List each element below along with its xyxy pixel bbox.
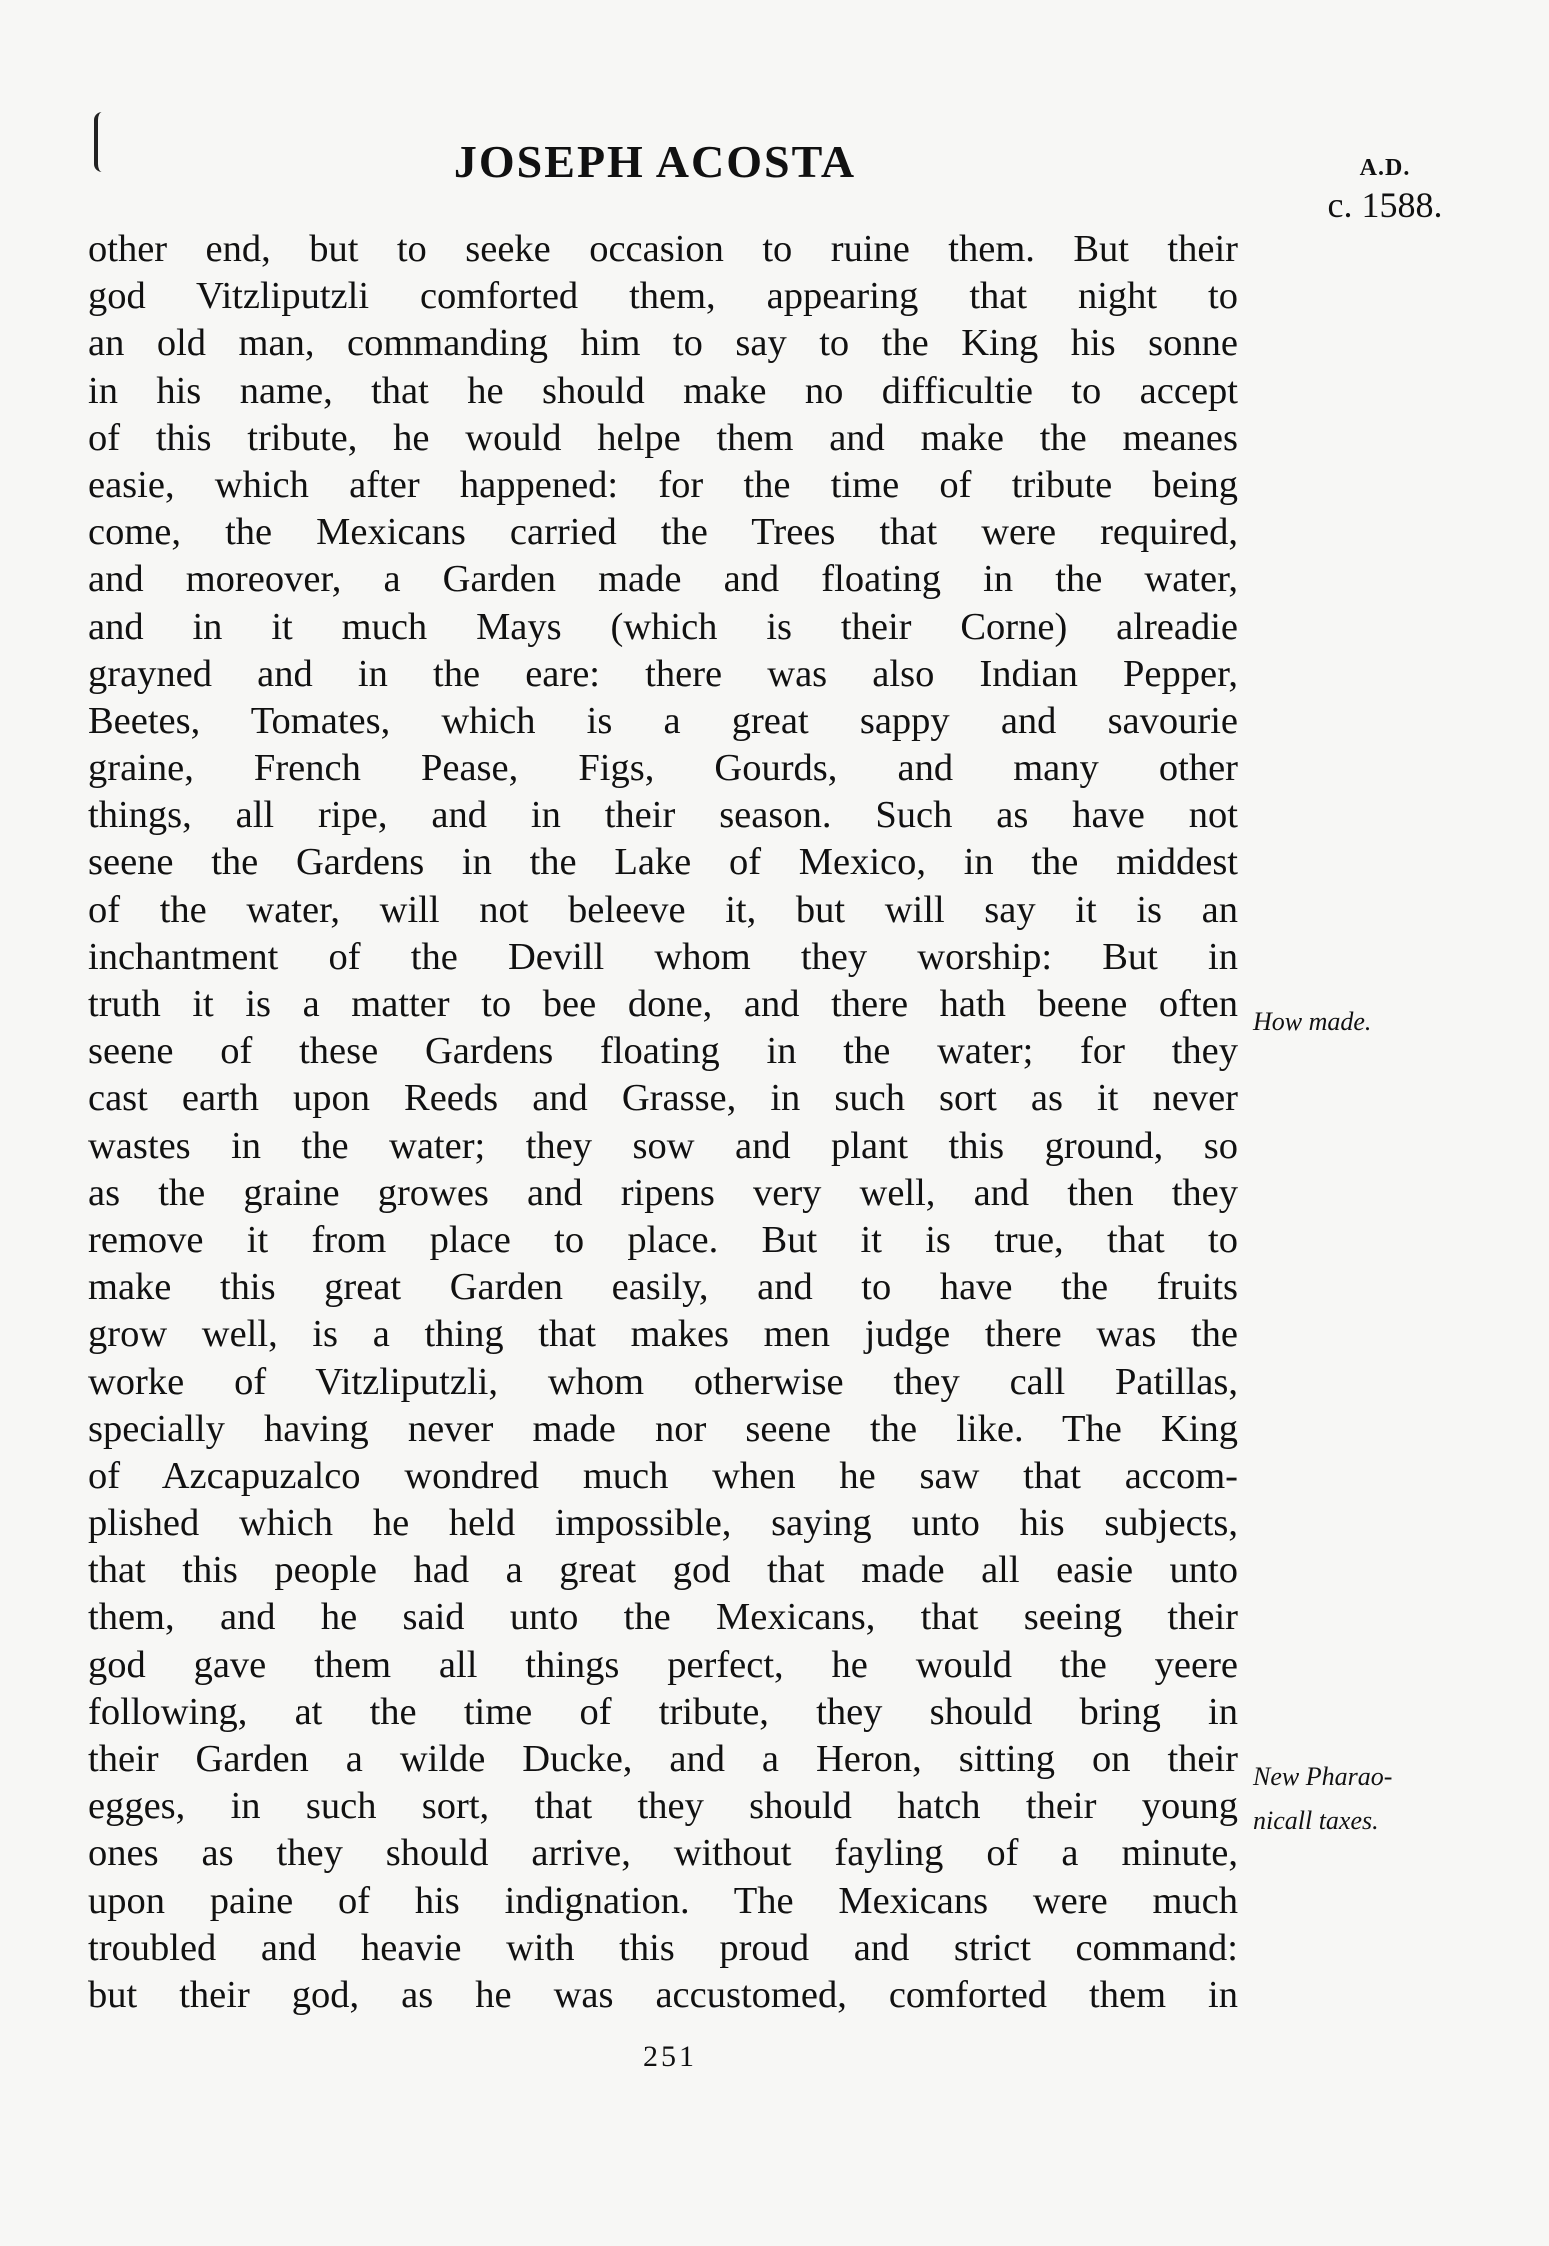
margin-note-taxes-line2: nicall taxes.: [1253, 1806, 1379, 1835]
text-line: upon paine of his indignation. The Mexicans were much: [88, 1879, 1238, 1922]
text-line: remove it from place to place. But it is true, that to: [88, 1218, 1238, 1261]
text-line: god Vitzliputzli comforted them, appearing that night to: [88, 275, 1238, 318]
text-line: easie, which after happened: for the time of tribute being: [88, 463, 1238, 506]
text-line: in his name, that he should make no difficultie to accept: [88, 369, 1238, 412]
date-block: [1300, 155, 1470, 226]
text-line: seene of these Gardens floating in the water; for they: [88, 1030, 1238, 1073]
text-line: specially having never made nor seene the like. The King: [88, 1407, 1238, 1450]
running-title: JOSEPH ACOSTA: [453, 136, 857, 187]
text-line: worke of Vitzliputzli, whom otherwise they call Patillas,: [88, 1360, 1238, 1403]
text-line: them, and he said unto the Mexicans, that seeing their: [88, 1596, 1238, 1639]
page-number: 251: [643, 2040, 697, 2073]
text-line: as the graine growes and ripens very well, and then they: [88, 1171, 1238, 1214]
date-era: A.D.: [1359, 155, 1411, 181]
text-line: egges, in such sort, that they should hatch their young: [88, 1785, 1238, 1828]
margin-note-taxes-line1: New Pharao-: [1253, 1762, 1393, 1791]
text-line: that this people had a great god that made all easie unto: [88, 1549, 1238, 1592]
text-line: troubled and heavie with this proud and strict command:: [88, 1926, 1238, 1969]
text-line: grow well, is a thing that makes men judge there was the: [88, 1313, 1238, 1356]
text-line: and in it much Mays (which is their Corne) alreadie: [88, 605, 1238, 648]
text-line: Beetes, Tomates, which is a great sappy and savourie: [88, 699, 1238, 742]
text-line: wastes in the water; they sow and plant this ground, so: [88, 1124, 1238, 1167]
text-line: of the water, will not beleeve it, but will say it is an: [88, 888, 1238, 931]
text-line: and moreover, a Garden made and floating in the water,: [88, 558, 1238, 601]
text-line: but their god, as he was accustomed, comforted them in: [88, 1973, 1238, 2016]
text-line: an old man, commanding him to say to the King his sonne: [88, 322, 1238, 365]
date-year: c. 1588.: [1327, 185, 1443, 225]
text-line: of this tribute, he would helpe them and make the meanes: [88, 416, 1238, 459]
text-line: things, all ripe, and in their season. Such as have not: [88, 794, 1238, 837]
margin-note-how-made: How made.: [1253, 1007, 1372, 1036]
text-line: make this great Garden easily, and to have the fruits: [88, 1266, 1238, 1309]
text-line: inchantment of the Devill whom they worship: But in: [88, 935, 1238, 978]
text-line: seene the Gardens in the Lake of Mexico, in the middest: [88, 841, 1238, 884]
text-line: grayned and in the eare: there was also Indian Pepper,: [88, 652, 1238, 695]
text-line: following, at the time of tribute, they should bring in: [88, 1690, 1238, 1733]
body-text: [88, 226, 1238, 2019]
text-line: plished which he held impossible, saying unto his subjects,: [88, 1502, 1238, 1545]
text-line: ones as they should arrive, without fayling of a minute,: [88, 1832, 1238, 1875]
text-line: come, the Mexicans carried the Trees that were required,: [88, 511, 1238, 554]
text-line: their Garden a wilde Ducke, and a Heron, sitting on their: [88, 1738, 1238, 1780]
text-line: graine, French Pease, Figs, Gourds, and many other: [88, 747, 1238, 790]
running-header: [0, 0, 1549, 240]
text-line: of Azcapuzalco wondred much when he saw that accom-: [88, 1454, 1238, 1497]
text-line: other end, but to seeke occasion to ruine them. But their: [88, 228, 1238, 270]
text-line: cast earth upon Reeds and Grasse, in such sort as it never: [88, 1077, 1238, 1120]
text-line: god gave them all things perfect, he would the yeere: [88, 1643, 1238, 1686]
text-line: truth it is a matter to bee done, and there hath beene often: [88, 983, 1238, 1025]
